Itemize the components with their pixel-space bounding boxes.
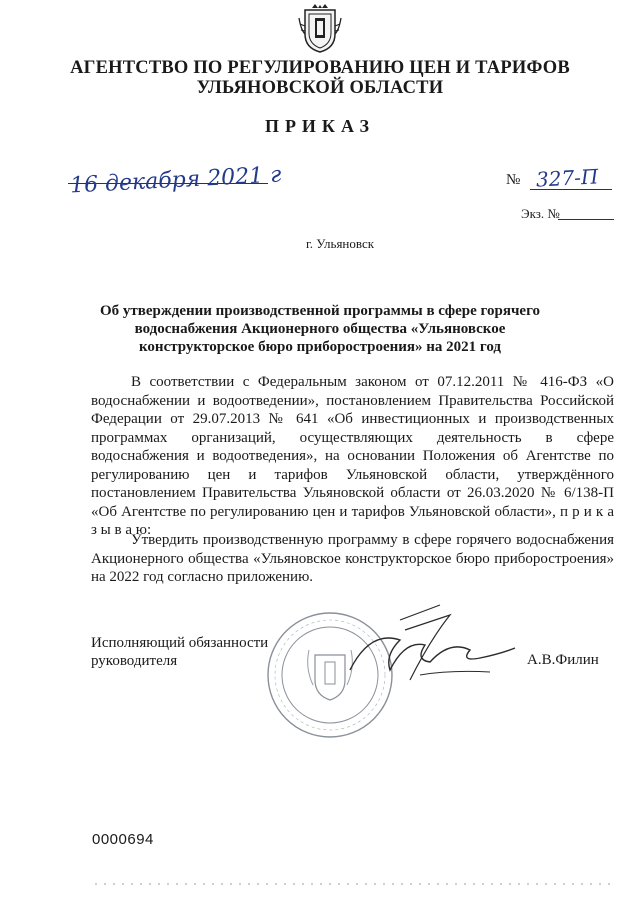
signatory-role-line1: Исполняющий обязанности bbox=[91, 635, 269, 651]
body-paragraph-2: Утвердить производственную программу в сфере горячего водоснабжения Акционерного общества «Ульяновское конструкторское бюро приборостроения» на 2022 год согласно приложению. bbox=[91, 532, 614, 585]
bottom-dotted-edge bbox=[95, 883, 615, 885]
copy-number-label: Экз. № bbox=[521, 206, 560, 221]
agency-name-line1: АГЕНТСТВО ПО РЕГУЛИРОВАНИЮ ЦЕН И ТАРИФОВ bbox=[70, 58, 570, 78]
signatory-name: А.В.Филин bbox=[527, 652, 599, 668]
document-title: Об утверждении производственной программы в сфере горячего водоснабжения Акционерного общества «Ульяновское конструкторское бюро приборостроения» на 2021 год bbox=[99, 303, 541, 355]
copy-number-underline bbox=[558, 219, 614, 220]
signatory-role-line2: руководителя bbox=[91, 653, 178, 669]
form-serial-number: 0000694 bbox=[92, 831, 154, 848]
order-number-label: № bbox=[506, 172, 521, 188]
coat-of-arms-icon bbox=[297, 4, 343, 54]
handwritten-signature-icon bbox=[330, 600, 520, 690]
handwritten-date: 16 декабря 2021 г bbox=[69, 162, 282, 199]
agency-name-line2: УЛЬЯНОВСКОЙ ОБЛАСТИ bbox=[196, 78, 444, 98]
signatory-role bbox=[91, 634, 268, 670]
handwritten-order-number: 327-П bbox=[535, 164, 599, 192]
body-paragraph-1: В соответствии с Федеральным законом от 07.12.2011 № 416-ФЗ «О водоснабжении и водоотведении», постановлением Правительства Российской Федерации от 29.07.2013 № 641 «Об инвестиционных и производственных программах организаций, осуществляющих деятельность в сфере водоснабжения и водоотведения», на основании Положения об Агентстве по регулированию цен и тарифов Ульяновской области, утверждённого постановлением Правительства Ульяновской области от 26.03.2020 № 6/138-П «Об Агентстве по регулированию цен и тарифов Ульяновской области», п р и к а з ы в а ю: bbox=[91, 374, 614, 538]
city-label: г. Ульяновск bbox=[305, 236, 375, 251]
document-type-heading: ПРИКАЗ bbox=[264, 116, 376, 136]
